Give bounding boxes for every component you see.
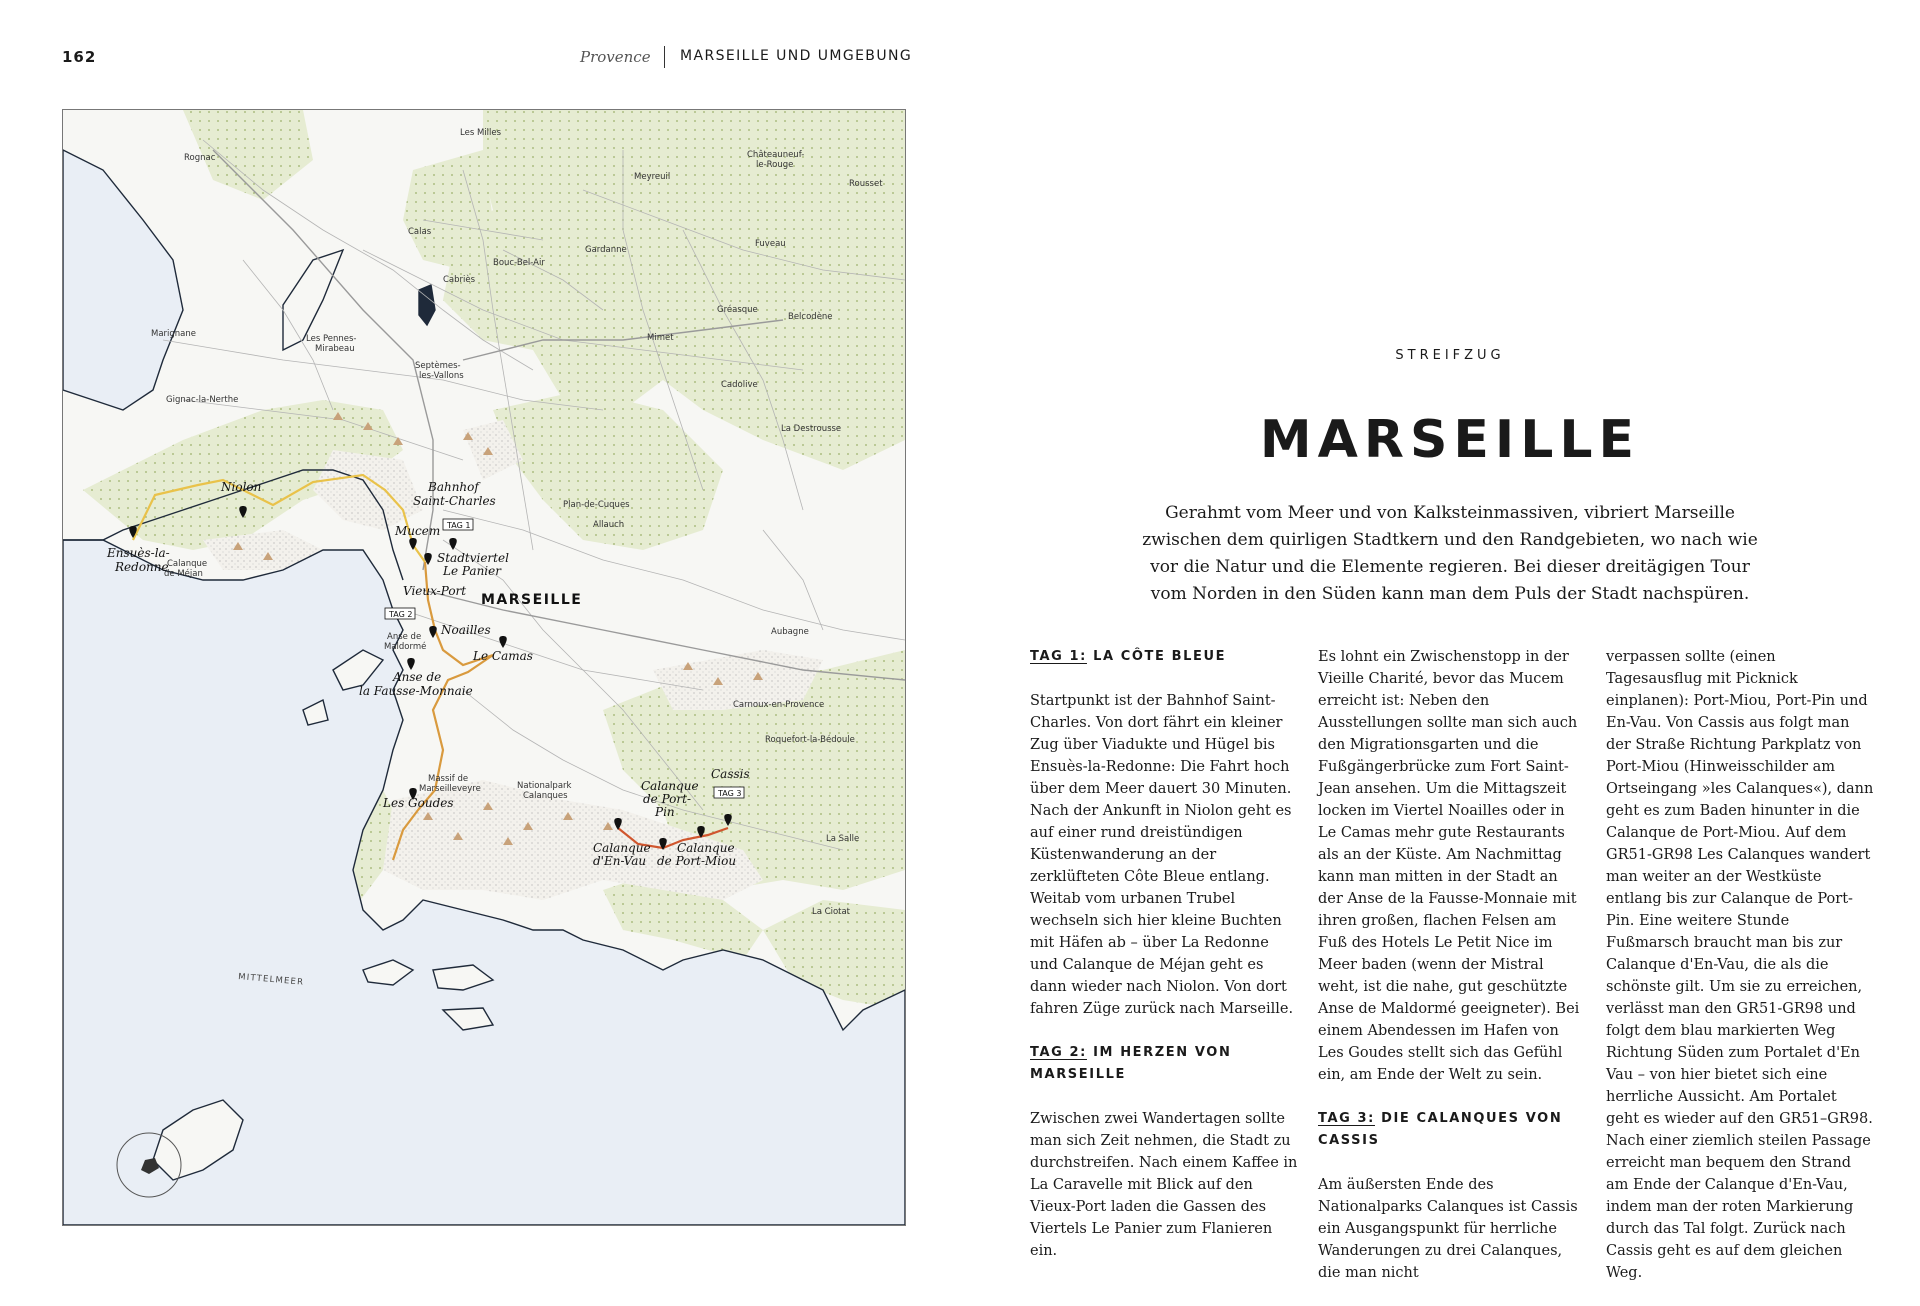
town-label: Marseilleveyre — [419, 784, 481, 794]
town-label: Bouc-Bel-Air — [493, 258, 545, 268]
place-label: Mucem — [395, 524, 441, 538]
section-name: Provence — [580, 48, 651, 66]
article-title: MARSEILLE — [1259, 410, 1641, 470]
place-label: Noailles — [441, 623, 491, 637]
stage-heading-day2: TAG 2: IM HERZEN VON MARSEILLE — [1030, 1045, 1232, 1082]
place-label: Vieux-Port — [403, 584, 467, 598]
pin-fausse-monnaie — [407, 658, 415, 670]
text-column-3 — [1606, 646, 1874, 1306]
stage-heading-day1: TAG 1: LA CÔTE BLEUE — [1030, 649, 1227, 664]
place-label: Calanque — [677, 841, 735, 855]
stage-text-day2: Zwischen zwei Wandertagen sollte man sich Zeit nehmen, die Stadt zu durchstreifen. Nach einem Kaffee in La Caravelle mit Blick auf den Vieux-Port laden die Gassen des Viertels Le Panier zum Flanieren ein. — [1030, 1111, 1298, 1259]
stage-text-day2-cont: Es lohnt ein Zwischenstopp in der Vieille Charité, bevor das Mucem erreicht ist: Neben den Ausstellungen sollte man sich auch den Migrationsgarten und die Fußgängerbrücke zum Fort Saint-Jean ansehen. Um die Mittagszeit locken im Viertel Noailles oder in Le Camas mehr gute Restaurants als an der Küste. Am Nachmittag kann man mitten in der Stadt an der Anse de la Fausse-Monnaie mit ihren großen, flachen Felsen am Fuß des Hotels Le Petit Nice im Meer baden (wenn der Mistral weht, ist die nahe, gut geschützte Anse de Maldormé geeigneter). Bei einem Abendessen im Hafen von Les Goudes stellt sich das Gefühl ein, am Ende der Welt zu sein. — [1318, 649, 1580, 1083]
header-divider — [664, 46, 665, 68]
city-label: MARSEILLE — [481, 592, 583, 608]
town-label: La Ciotat — [812, 907, 851, 917]
text-column-1 — [1030, 646, 1298, 1284]
article-kicker: STREIFZUG — [1395, 348, 1505, 363]
stage-heading-day3: TAG 3: DIE CALANQUES VON CASSIS — [1318, 1111, 1563, 1148]
town-label: La Destrousse — [781, 424, 842, 434]
place-label: Bahnhof — [428, 480, 479, 494]
town-label: Maldormé — [384, 642, 427, 652]
place-label: Le Panier — [443, 564, 501, 578]
place-label: la Fausse-Monnaie — [359, 684, 473, 698]
place-label: Ensuès-la- — [107, 546, 170, 560]
place-label: Saint-Charles — [413, 494, 496, 508]
town-label: Les Pennes- — [306, 334, 357, 344]
etang-de-berre — [63, 150, 183, 410]
text-column-2 — [1318, 646, 1586, 1306]
place-label: Pin — [655, 805, 675, 819]
place-label: Anse de — [393, 670, 442, 684]
article-intro: Gerahmt vom Meer und von Kalksteinmassiven, vibriert Marseille zwischen dem quirligen Stadtkern und den Randgebieten, wo nach wie vor die Natur und die Elemente regieren. Bei dieser dreitägigen Tour vom Norden in den Süden kann man dem Puls der Stadt nachspüren. — [1142, 503, 1758, 604]
town-label: La Salle — [826, 834, 860, 844]
place-label: Stadtviertel — [437, 551, 509, 565]
town-label: Rognac — [184, 153, 216, 163]
tag-day1: TAG 1 — [447, 521, 471, 530]
town-label: Calanques — [523, 791, 568, 801]
town-label: Allauch — [593, 520, 625, 530]
tag-day3: TAG 3 — [718, 789, 742, 798]
town-label: Cabriès — [443, 275, 476, 285]
place-label: d'En-Vau — [593, 854, 647, 868]
town-label: Carnoux-en-Provence — [733, 700, 825, 710]
town-label: le-Rouge — [756, 160, 794, 170]
town-label: Châteauneuf- — [747, 150, 805, 160]
pin-camas — [499, 636, 507, 648]
place-label: de Port- — [643, 792, 692, 806]
town-label: Aubagne — [771, 627, 809, 637]
town-label: les-Vallons — [419, 371, 464, 381]
place-label: Redonne — [115, 560, 169, 574]
town-label: Belcodène — [788, 312, 833, 322]
town-label: de Méjan — [164, 569, 203, 579]
town-label: Mimet — [647, 333, 674, 343]
town-label: Calas — [408, 227, 432, 237]
place-label: Cassis — [711, 767, 750, 781]
route-map[interactable] — [62, 109, 906, 1226]
town-label: Mirabeau — [315, 344, 355, 354]
page-number: 162 — [62, 48, 97, 66]
place-label: Niolon — [221, 480, 262, 494]
pin-noailles — [429, 626, 437, 638]
town-label: Fuveau — [755, 239, 786, 249]
town-label: Septèmes- — [415, 361, 461, 371]
place-label: Les Goudes — [383, 796, 454, 810]
town-label: Plan-de-Cuques — [563, 500, 630, 510]
stage-text-day1: Startpunkt ist der Bahnhof Saint-Charles. Von dort fährt ein kleiner Zug über Viadukte und Hügel bis Ensuès-la-Redonne: Die Fahrt hoch über dem Meer dauert 30 Minuten. Nach der Ankunft in Niolon geht es auf einer rund dreistündigen Küstenwanderung an der zerklüfteten Côte Bleue entlang. Weitab vom urbanen Trubel wechseln sich hier kleine Buchten mit Häfen ab – über La Redonne und Calanque de Méjan geht es dann wieder nach Niolon. Von dort fahren Züge zurück nach Marseille. — [1030, 693, 1294, 1017]
chapter-title: MARSEILLE UND UMGEBUNG — [680, 48, 913, 64]
town-label: Gréasque — [717, 305, 758, 315]
town-label: Calanque — [167, 559, 208, 569]
town-label: Meyreuil — [634, 172, 671, 182]
tag-day2: TAG 2 — [389, 610, 413, 619]
sea-label: MITTELMEER — [237, 972, 305, 988]
place-label: Calanque — [641, 779, 699, 793]
town-label: Roquefort-la-Bédoule — [765, 735, 855, 745]
town-label: Marignane — [151, 329, 197, 339]
town-label: Nationalpark — [517, 781, 572, 791]
town-label: Anse de — [387, 632, 422, 642]
stage-text-day3-cont: verpassen sollte (einen Tagesausflug mit Picknick einplanen): Port-Miou, Port-Pin und En-Vau. Von Cassis aus folgt man der Straße Richtung Parkplatz von Port-Miou (Hinweisschilder am Ortseingang »les Calanques«), dann geht es zum Baden hinunter in die Calanque de Port-Miou. Auf dem GR51-GR98 Les Calanques wandert man weiter an der Westküste entlang bis zur Calanque de Port-Pin. Eine weitere Stunde Fußmarsch braucht man bis zur Calanque d'En-Vau, die als die schönste gilt. Um sie zu erreichen, verlässt man den GR51-GR98 und folgt dem blau markierten Weg Richtung Süden zum Portalet d'En Vau – von hier bietet sich eine herrliche Aussicht. Am Portalet geht es wieder auf den GR51–GR98. Nach einer ziemlich steilen Passage erreicht man bequem den Strand am Ende der Calanque d'En-Vau, indem man der roten Markierung durch das Tal folgt. Zurück nach Cassis geht es auf dem gleichen Weg. — [1606, 649, 1874, 1281]
town-label: Rousset — [849, 179, 883, 189]
town-label: Cadolive — [721, 380, 758, 390]
place-label: Le Camas — [473, 649, 533, 663]
stage-text-day3: Am äußersten Ende des Nationalparks Calanques ist Cassis ein Ausgangspunkt für herrliche Wanderungen zu drei Calanques, die man nicht — [1318, 1177, 1578, 1281]
town-label: Les Milles — [460, 128, 502, 138]
town-label: Gignac-la-Nerthe — [166, 395, 239, 405]
place-label: de Port-Miou — [657, 854, 737, 868]
town-label: Massif de — [428, 774, 469, 784]
place-label: Calanque — [593, 841, 651, 855]
map-canvas[interactable] — [63, 110, 905, 1225]
town-label: Gardanne — [585, 245, 627, 255]
